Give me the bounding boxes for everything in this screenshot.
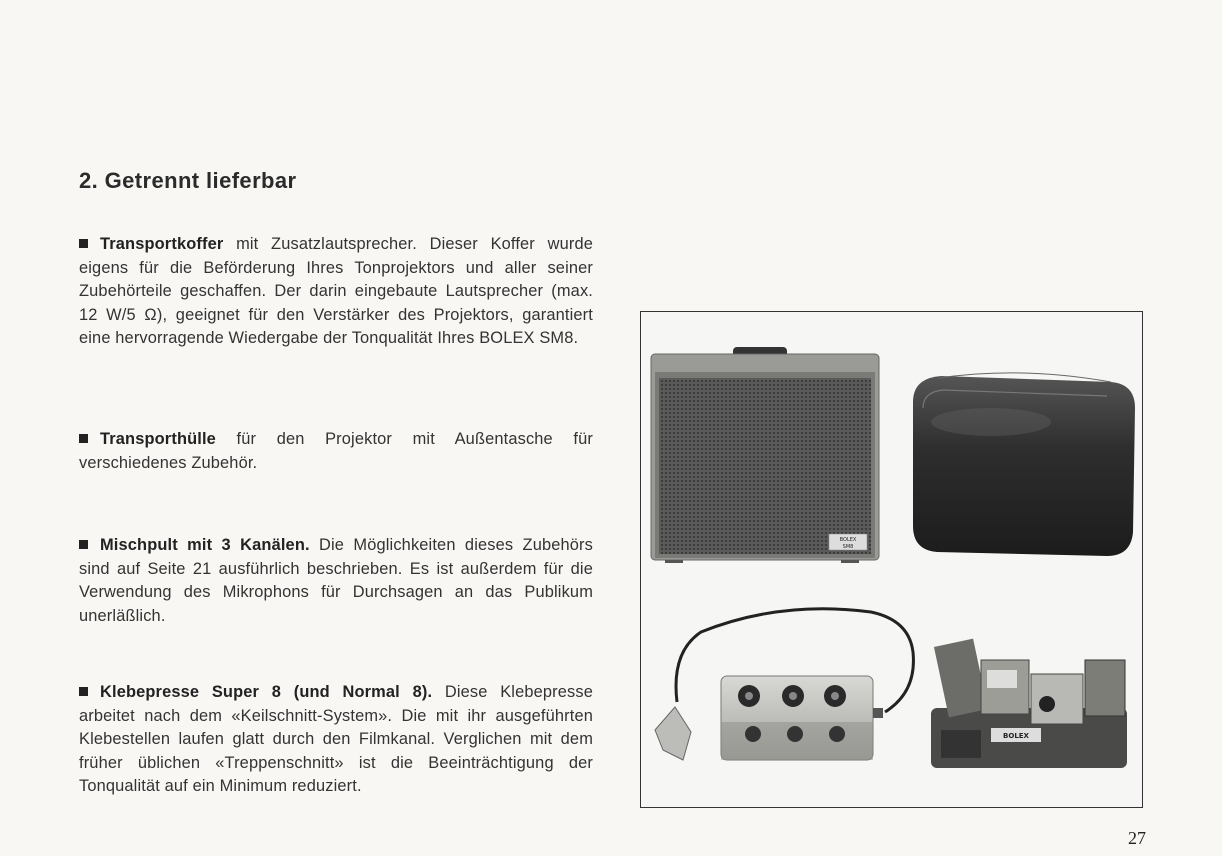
item-title: Klebepresse Super 8 (und Normal 8). [100,683,433,701]
item-text: für den Projektor mit Außentasche für verschiedenes Zubehör. [79,430,593,472]
item-transporthuelle [79,428,593,475]
item-transportkoffer [79,233,593,351]
item-text: Die Möglichkeiten dieses Zubehörs sind auf Seite 21 ausführlich beschrieben. Es ist außerdem für die Verwendung des Mikrophons für Durchsagen an das Publikum unerläßlich. [79,536,593,625]
splicer-image [931,639,1127,768]
splicer-badge: BOLEX [1003,732,1029,740]
bullet-icon [79,434,88,443]
item-klebepresse [79,681,593,799]
mixer-image [655,609,913,760]
item-title: Mischpult mit 3 Kanälen. [100,536,310,554]
section-heading: 2. Getrennt lieferbar [79,168,297,193]
transport-bag-image [913,373,1135,556]
item-text: Diese Klebepresse arbeitet nach dem «Keilschnitt-System». Die mit ihr ausgeführten Klebestellen laufen glatt durch den Filmkanal. Verglichen mit dem früher üblichen «Treppenschnitt» ist die Beeinträchtigung der Tonqualität auf ein Minimum reduziert. [79,683,593,795]
page-number: 27 [1128,828,1146,848]
accessories-photo [640,311,1143,808]
item-text: mit Zusatzlautsprecher. Dieser Koffer wurde eigens für die Beförderung Ihres Tonprojektors und aller seiner Zubehörteile geschaffen. Der darin eingebaute Lautsprecher (max. 12 W/5 Ω), geeignet für den Verstärker des Projektors, garantiert eine hervorragende Wiedergabe der Tonqualität Ihres BOLEX SM8. [79,235,593,347]
case-badge-brand: BOLEX [839,537,857,543]
bullet-icon [79,239,88,248]
accessories-illustration [641,312,1141,806]
case-badge-model: SM8 [842,544,854,550]
transport-case-image [651,347,879,563]
bullet-icon [79,540,88,549]
item-title: Transportkoffer [100,235,224,253]
bullet-icon [79,687,88,696]
item-title: Transporthülle [100,430,216,448]
item-mischpult [79,534,593,628]
